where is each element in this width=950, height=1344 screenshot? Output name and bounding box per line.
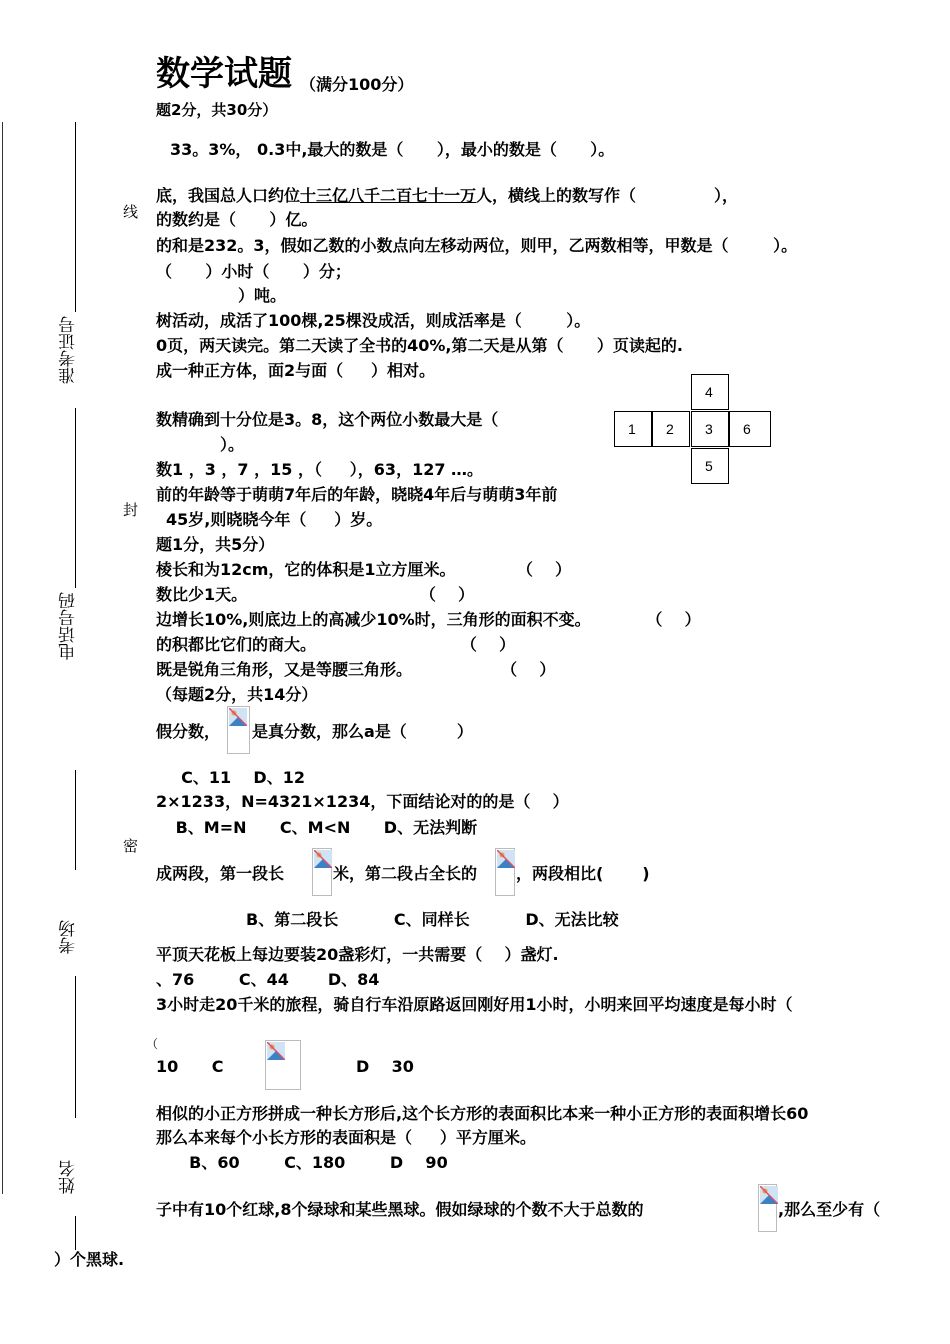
- question-line: ）个黑球.: [54, 1250, 125, 1269]
- cube-face: 6: [729, 411, 771, 447]
- question-line: 成一种正方体，面2与面（ ）相对。: [156, 361, 435, 380]
- question-line: 是真分数，那么a是（ ）: [252, 722, 473, 741]
- fraction-image: [265, 1040, 301, 1090]
- question-line: （ ）小时（ ）分；: [156, 262, 351, 281]
- question-line: 前的年龄等于萌萌7年后的年龄，晓晓4年后与萌萌3年前: [156, 485, 558, 504]
- answer-options: C、11 D、12: [170, 768, 305, 787]
- page-subtitle: （满分100分）: [300, 75, 414, 94]
- question-line: 成两段，第一段长: [156, 864, 285, 883]
- question-line: 45岁,则晓晓今年（ ）岁。: [166, 510, 383, 529]
- question-line: 3小时走20千米的旅程，骑自行车沿原路返回刚好用1小时，小明来回平均速度是每小时（: [156, 995, 793, 1014]
- question-line: ,那么至少有（: [778, 1200, 881, 1219]
- fraction-image: [758, 1184, 777, 1232]
- question-line: 的数约是（ ）亿。: [156, 210, 318, 229]
- exam-number-label: 准考证号: [59, 316, 79, 384]
- section-heading: 题2分，共30分）: [156, 101, 278, 119]
- question-line: 平顶天花板上每边要装20盏彩灯，一共需要（ ）盏灯.: [156, 945, 559, 964]
- question-line: 既是锐角三角形，又是等腰三角形。 （ ）: [156, 660, 556, 679]
- question-line: 底，我国总人口约位十三亿八千二百七十一万人，横线上的数写作（ ），: [156, 186, 739, 205]
- cube-face: 3: [691, 411, 729, 447]
- cube-face: 5: [691, 448, 729, 484]
- question-line: 的和是232。3，假如乙数的小数点向左移动两位，则甲，乙两数相等，甲数是（ ）。: [156, 236, 798, 255]
- binding-line: [75, 122, 76, 312]
- binding-line: [75, 976, 76, 1118]
- page-left-border: [2, 122, 3, 1194]
- question-line: ，两段相比( ): [516, 864, 650, 883]
- seal-mark-secret: 密: [121, 838, 139, 853]
- question-line: 0页，两天读完。第二天读了全书的40%,第二天是从第（ ）页读起的.: [156, 336, 684, 355]
- question-line: 边增长10%,则底边上的高减少10%时，三角形的面积不变。 （ ）: [156, 610, 701, 629]
- question-line: 33。3%， 0.3中,最大的数是（ ），最小的数是（ ）。: [170, 140, 615, 159]
- binding-line: [75, 408, 76, 588]
- question-line: 子中有10个红球,8个绿球和某些黑球。假如绿球的个数不大于总数的: [156, 1200, 644, 1219]
- seal-mark-seal: 封: [121, 502, 139, 517]
- seal-mark-line: 线: [121, 204, 139, 219]
- question-line: 树活动，成活了100棵,25棵没成活，则成活率是（ ）。: [156, 311, 591, 330]
- section-heading: 题1分，共5分）: [156, 535, 275, 554]
- fraction-image: [495, 848, 515, 896]
- question-line: 假分数，: [156, 722, 221, 741]
- answer-options: B、60 C、180 D 90: [178, 1153, 448, 1172]
- question-line: ）吨。: [238, 286, 287, 305]
- section-heading: （每题2分，共14分）: [156, 685, 318, 704]
- question-line: 数1 ，3 ，7 ，15 ，（ ），63，127 …。: [156, 460, 484, 479]
- question-line: 棱长和为12cm，它的体积是1立方厘米。 （ ）: [156, 560, 572, 579]
- question-line: （: [146, 1037, 159, 1051]
- fraction-image: [312, 848, 332, 896]
- exam-room-label: 考场: [59, 920, 79, 954]
- answer-options: D 30: [356, 1057, 414, 1076]
- name-label: 姓名: [59, 1160, 79, 1194]
- answer-options: B、第二段长 C、同样长 D、无法比较: [246, 910, 619, 929]
- question-line: 那么本来每个小长方形的表面积是（ ）平方厘米。: [156, 1128, 536, 1147]
- question-line: 的积都比它们的商大。 （ ）: [156, 635, 516, 654]
- cube-face: 1: [614, 411, 652, 447]
- cube-face: 4: [691, 374, 729, 410]
- question-line: 相似的小正方形拼成一种长方形后,这个长方形的表面积比本来一种小正方形的表面积增长60: [156, 1104, 809, 1123]
- answer-options: B、M=N C、M<N D、无法判断: [170, 818, 478, 837]
- cube-face: 2: [652, 411, 690, 447]
- fraction-image: [227, 706, 250, 754]
- page-title: 数学试题: [156, 54, 292, 94]
- question-line: 数精确到十分位是3。8，这个两位小数最大是（: [156, 410, 499, 429]
- question-line: 数比少1天。 （ ）: [156, 585, 475, 604]
- binding-line: [75, 1216, 76, 1250]
- question-line: 米，第二段占全长的: [333, 864, 478, 883]
- question-line: ）。: [220, 435, 245, 454]
- binding-line: [75, 770, 76, 870]
- question-line: 2×1233，N=4321×1234，下面结论对的的是（ ）: [156, 792, 569, 811]
- answer-options: 10 C: [156, 1057, 224, 1076]
- phone-number-label: 电话号码: [59, 592, 79, 660]
- answer-options: 、76 C、44 D、84: [156, 970, 380, 989]
